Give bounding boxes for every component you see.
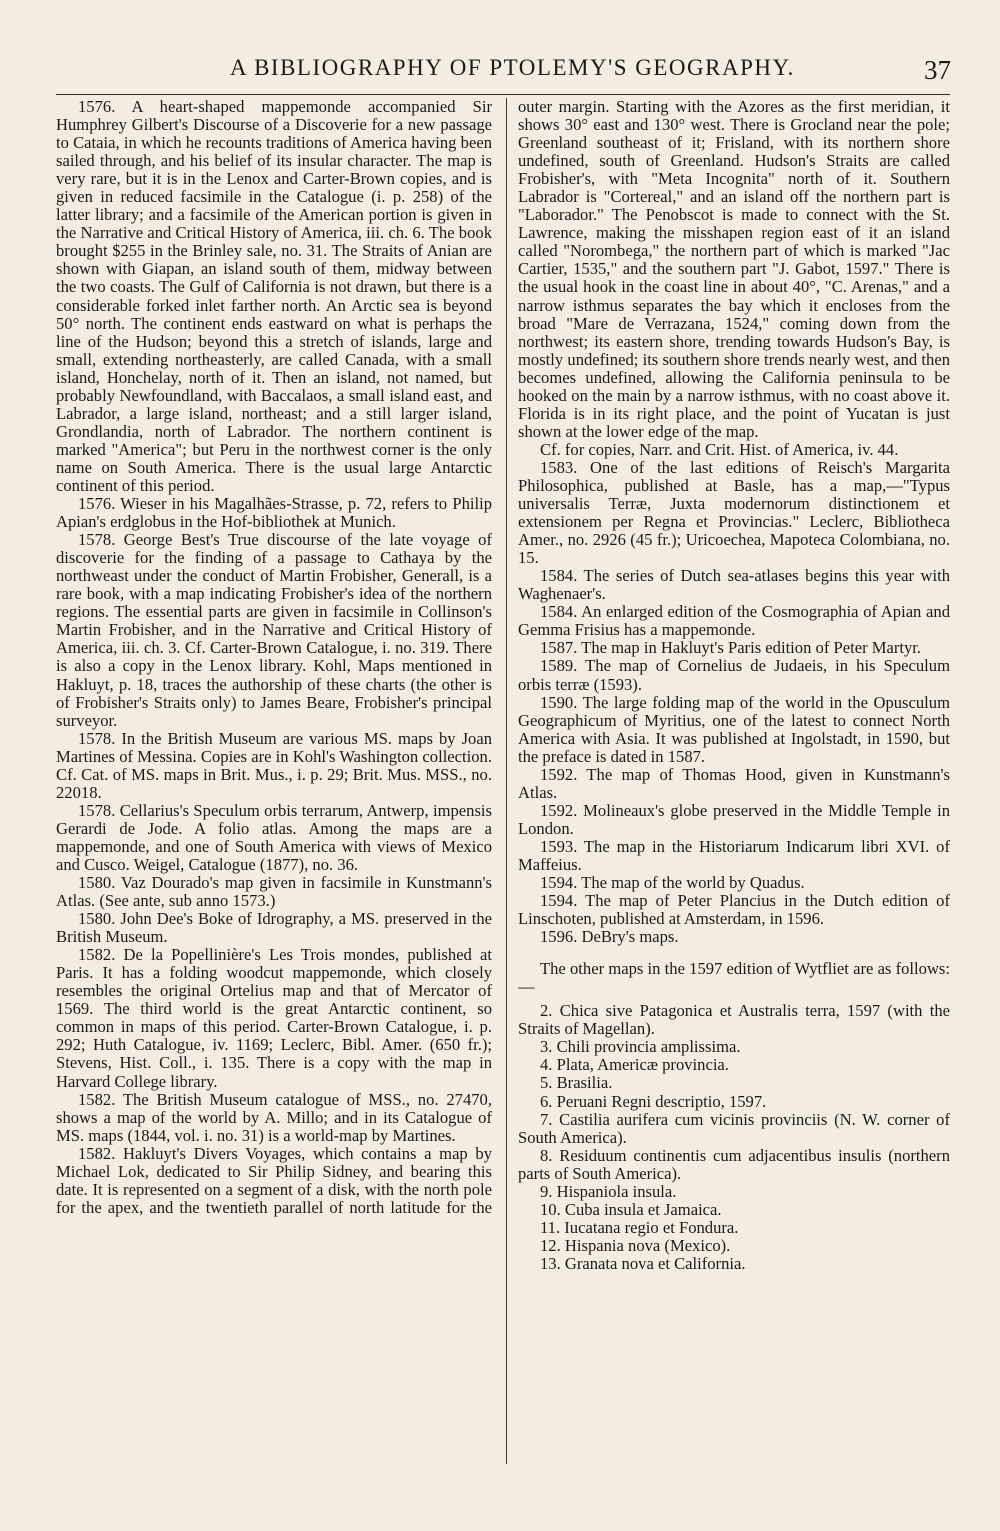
column-divider (506, 98, 507, 1464)
entry-paragraph: 1583. One of the last editions of Reisch's Margarita Philosophica, published at Basle, has a map,—"Typus universalis Terræ, Juxta modernorum distinctionem et extensionem per Regna et Provincias." Leclerc, Bibliotheca Amer., no. 2926 (45 fr.); Uricoechea, Mapoteca Colombiana, no. 15. (518, 457, 950, 568)
page-number: 37 (924, 55, 951, 85)
wytfliet-list-item: 13. Granata nova et California. (540, 1253, 746, 1273)
entry-paragraph: 1578. Cellarius's Speculum orbis terrarum, Antwerp, impensis Gerardi de Jode. A folio atlas. Among the maps are a mappemonde, and one of South America with views of Mexico and Cusco. Weigel, Catalogue (1877), no. 36. (56, 800, 492, 874)
right-column (518, 98, 950, 1273)
entry-paragraph: 1582. De la Popellinière's Les Trois mondes, published at Paris. It has a folding woodcut mappemonde, which closely resembles the original Ortelius map and that of Mercator of 1569. The third world is the great Antarctic continent, so common in maps of this period. Carter-Brown Catalogue, i. p. 292; Huth Catalogue, iv. 1169; Leclerc, Bibl. Amer. (650 fr.); Stevens, Hist. Coll., i. 135. There is a copy with the map in Harvard College library. (56, 945, 492, 1091)
entry-paragraph: Cf. for copies, Narr. and Crit. Hist. of America, iv. 44. (540, 439, 899, 459)
entry-paragraph: 1584. An enlarged edition of the Cosmographia of Apian and Gemma Frisius has a mappemonde. (518, 602, 950, 640)
wytfliet-list-item: 3. Chili provincia amplissima. (540, 1037, 741, 1057)
entry-paragraph: 1593. The map in the Historiarum Indicarum libri XVI. of Maffeius. (518, 836, 950, 874)
entry-paragraph: 1584. The series of Dutch sea-atlases begins this year with Waghenaer's. (518, 566, 950, 604)
entry-paragraph: 1580. Vaz Dourado's map given in facsimile in Kunstmann's Atlas. (See ante, sub anno 1573.) (56, 873, 492, 911)
wytfliet-list-item: 5. Brasilia. (540, 1073, 613, 1093)
wytfliet-intro: The other maps in the 1597 edition of Wytfliet are as follows:— (518, 959, 950, 997)
entry-paragraph: 1594. The map of the world by Quadus. (540, 873, 805, 893)
entry-paragraph: 1582. Hakluyt's Divers Voyages, which contains a map by Michael Lok, dedicated to Sir Philip Sidney, and bearing this date. It is represented on a segment of a disk, with the north pole for the apex, and the twentieth parallel of north latitude for the (56, 1143, 492, 1217)
entry-paragraph: 1582. The British Museum catalogue of MSS., no. 27470, shows a map of the world by A. Millo; and in its Catalogue of MS. maps (1844, vol. i. no. 31) is a world-map by Martines. (56, 1089, 492, 1145)
entry-paragraph: 1592. The map of Thomas Hood, given in Kunstmann's Atlas. (518, 764, 950, 802)
wytfliet-list-item: 6. Peruani Regni descriptio, 1597. (540, 1091, 767, 1111)
wytfliet-list-item: 12. Hispania nova (Mexico). (540, 1235, 731, 1255)
left-column (56, 98, 492, 1217)
entry-paragraph: outer margin. Starting with the Azores as the first meridian, it shows 30° east and 130° west. There is Grocland near the pole; Greenland southeast of it; Frisland, with its northern shore undefined, south of Greenland. Hudson's Straits are called Frobisher's, with "Meta Incognita" north of it. Southern Labrador is "Cortereal," and an island off the northern part is "Laborador." The Penobscot is made to connect with the St. Lawrence, making the misshapen region east of it an island called "Norombega," the northern part of which is marked "Jac Cartier, 1535," and the southern part "J. Gabot, 1597." There is the usual hook in the coast line in about 40°, "C. Arenas," and a narrow isthmus separates the bay which it encloses from the broad "Mare de Verrazana, 1524," coming down from the northwest; its eastern shore, trending towards Hudson's Bay, is mostly undefined; its southern shore trends nearly west, and then becomes undefined, allowing the California peninsula to be hooked on the main by a narrow isthmus, with no coast above it. Florida is in its right place, and the point of Yucatan is just shown at the lower edge of the map. (518, 98, 950, 441)
running-title: A BIBLIOGRAPHY OF PTOLEMY'S GEOGRAPHY. (230, 55, 795, 80)
entry-paragraph: 1592. Molineaux's globe preserved in the Middle Temple in London. (518, 800, 950, 838)
entry-paragraph: 1576. A heart-shaped mappemonde accompanied Sir Humphrey Gilbert's Discourse of a Discoverie for a new passage to Cataia, in which he recounts traditions of America having been sailed through, and his belief of its insular character. The map is very rare, but it is in the Lenox and Carter-Brown copies, and is given in reduced facsimile in the Catalogue (i. p. 258) of the latter library; and a facsimile of the American portion is given in the Narrative and Critical History of America, iii. ch. 6. The book brought $255 in the Brinley sale, no. 31. The Straits of Anian are shown with Giapan, an island south of them, midway between the two coasts. The Gulf of California is not drawn, but there is a considerable forked inlet farther north. An Arctic sea is beyond 50° north. The continent ends eastward on what is perhaps the line of the Hudson; beyond this a stretch of islands, large and small, extending northeasterly, are called Canada, with a small island, Honchelay, north of it. Then an island, not named, but probably Newfoundland, with Baccalaos, a small island east, and Labrador, a large island, northeast; and a still larger island, Grondlandia, north of Labrador. The northern continent is marked "America"; but Peru in the northwest corner is the only name on South America. There is the usual large Antarctic continent of this period. (56, 98, 492, 495)
wytfliet-list-item: 9. Hispaniola insula. (540, 1181, 677, 1201)
wytfliet-list-item: 7. Castilia aurifera cum vicinis provinciis (N. W. corner of South America). (518, 1109, 950, 1147)
section-gap (518, 946, 950, 960)
wytfliet-list-item: 4. Plata, Americæ provincia. (540, 1055, 729, 1075)
entry-paragraph: 1576. Wieser in his Magalhães-Strasse, p. 72, refers to Philip Apian's erdglobus in the Hof-bibliothek at Munich. (56, 494, 492, 532)
wytfliet-list-item: 2. Chica sive Patagonica et Australis terra, 1597 (with the Straits of Magellan). (518, 1001, 950, 1039)
wytfliet-list-item: 8. Residuum continentis cum adjacentibus insulis (northern parts of South America). (518, 1145, 950, 1183)
entry-paragraph: 1580. John Dee's Boke of Idrography, a MS. preserved in the British Museum. (56, 909, 492, 947)
entry-paragraph: 1578. George Best's True discourse of the late voyage of discoverie for the finding of a passage to Cathaya by the northweast under the conduct of Martin Frobisher, Generall, is a rare book, with a map indicating Frobisher's idea of the northern regions. The essential parts are given in facsimile in Collinson's Martin Frobisher, and in the Narrative and Critical History of America, iii. ch. 3. Cf. Carter-Brown Catalogue, i. no. 319. There is also a copy in the Lenox library. Kohl, Maps mentioned in Hakluyt, p. 18, traces the authorship of these charts (the other is of Frobisher's Straits only) to James Beare, Frobisher's principal surveyor. (56, 530, 492, 730)
entry-paragraph: 1587. The map in Hakluyt's Paris edition of Peter Martyr. (540, 638, 922, 658)
header-rule (56, 94, 950, 95)
entry-paragraph: 1594. The map of Peter Plancius in the Dutch edition of Linschoten, published at Amsterdam, in 1596. (518, 891, 950, 929)
entry-paragraph: 1578. In the British Museum are various MS. maps by Joan Martines of Messina. Copies are in Kohl's Washington collection. Cf. Cat. of MS. maps in Brit. Mus., i. p. 29; Brit. Mus. MSS., no. 22018. (56, 728, 492, 802)
entry-paragraph: 1596. DeBry's maps. (540, 927, 679, 947)
wytfliet-list-item: 11. Iucatana regio et Fondura. (540, 1217, 739, 1237)
wytfliet-list-item: 10. Cuba insula et Jamaica. (540, 1199, 722, 1219)
entry-paragraph: 1589. The map of Cornelius de Judaeis, in his Speculum orbis terræ (1593). (518, 656, 950, 694)
entry-paragraph: 1590. The large folding map of the world in the Opusculum Geographicum of Myritius, one of the latest to connect North America with Asia. It was published at Ingolstadt, in 1590, but the preface is dated in 1587. (518, 692, 950, 766)
